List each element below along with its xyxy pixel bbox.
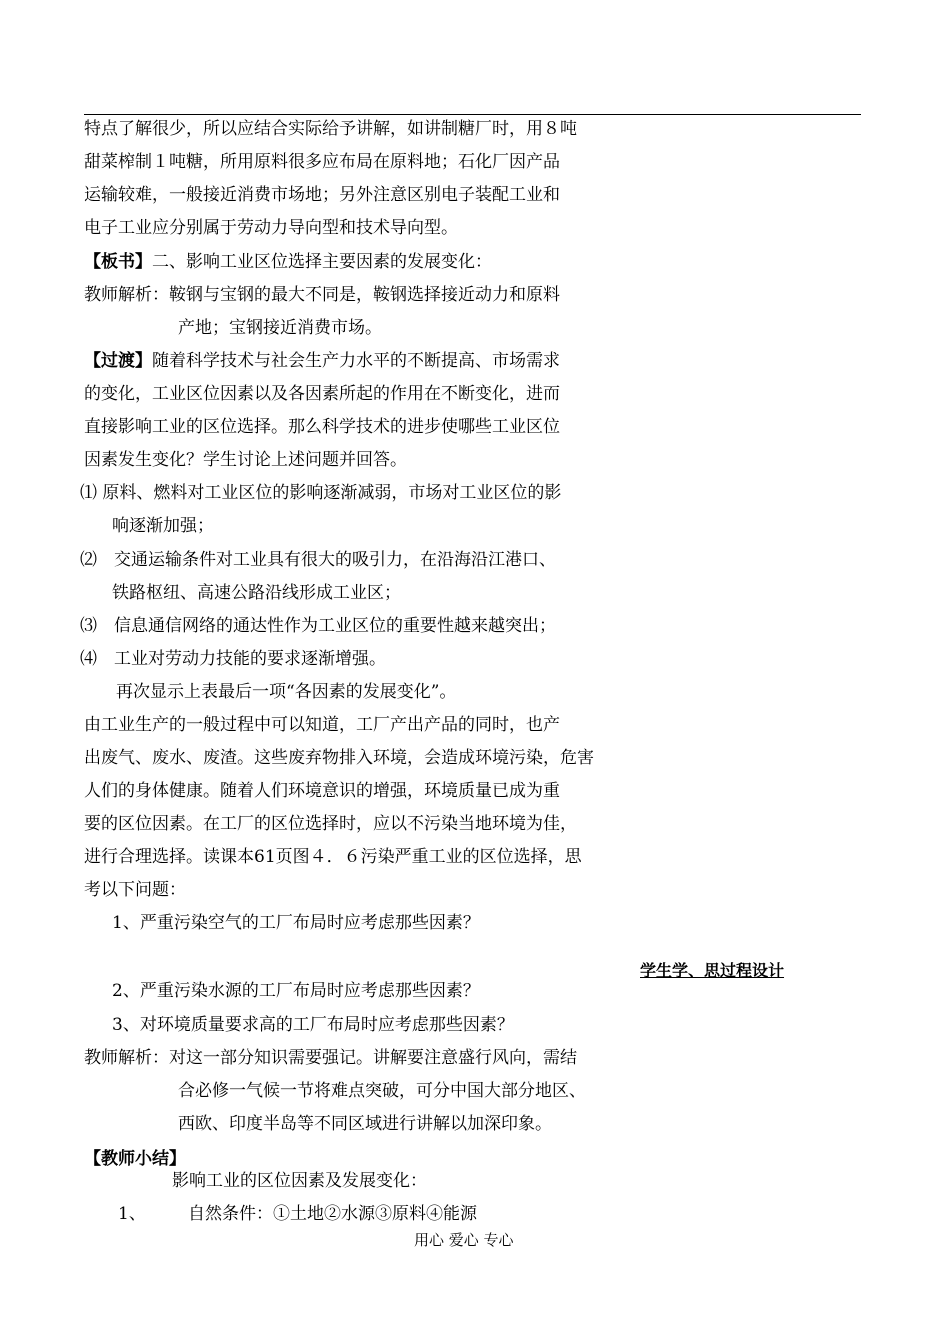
list-item: ⑷ 工业对劳动力技能的要求逐渐增强。 [80, 649, 386, 669]
text-line: 的变化，工业区位因素以及各因素所起的作用在不断变化，进而 [84, 384, 560, 404]
text-line: 产地；宝钢接近消费市场。 [178, 318, 382, 338]
text-line: 合必修一气候一节将难点突破，可分中国大部分地区、 [178, 1081, 586, 1101]
page-footer: 用心 爱心 专心 [414, 1231, 514, 1249]
list-item: ⑴ 原料、燃料对工业区位的影响逐渐减弱，市场对工业区位的影 [80, 483, 562, 503]
text-line: 由工业生产的一般过程中可以知道，工厂产出产品的同时，也产 [84, 715, 560, 735]
text-line: 人们的身体健康。随着人们环境意识的增强，环境质量已成为重 [84, 781, 560, 801]
header-rule [84, 114, 861, 115]
text-line: 直接影响工业的区位选择。那么科学技术的进步使哪些工业区位 [84, 417, 560, 437]
heading-text: 二、影响工业区位选择主要因素的发展变化： [152, 252, 492, 272]
question-item: 1、严重污染空气的工厂布局时应考虑那些因素？ [112, 913, 480, 933]
text-line: 响逐渐加强； [112, 516, 214, 536]
text-line: 出废气、废水、废渣。这些废弃物排入环境，会造成环境污染，危害 [84, 748, 594, 768]
question-item: 3、对环境质量要求高的工厂布局时应考虑那些因素？ [112, 1015, 514, 1035]
text-line: 影响工业的区位因素及发展变化： [172, 1171, 427, 1191]
text-line: 考以下问题： [84, 880, 186, 900]
list-number: 1、 [118, 1204, 146, 1224]
side-note: 学生学、思过程设计 [640, 961, 785, 980]
text-line: 自然条件：①土地②水源③原料④能源 [188, 1204, 477, 1224]
section-tag: 【板书】 [84, 252, 152, 272]
text-line [84, 350, 560, 372]
section-tag: 【过渡】 [84, 351, 152, 371]
text-line: 教师解析：对这一部分知识需要强记。讲解要注意盛行风向，需结 [84, 1048, 577, 1068]
text-line: 运输较难，一般接近消费市场地；另外注意区别电子装配工业和 [84, 185, 560, 205]
text-line: 进行合理选择。读课本61页图４．６污染严重工业的区位选择，思 [84, 847, 582, 867]
text-line: 因素发生变化？学生讨论上述问题并回答。 [84, 450, 407, 470]
text-line: 再次显示上表最后一项“各因素的发展变化”。 [116, 682, 457, 702]
list-item: ⑶ 信息通信网络的通达性作为工业区位的重要性越来越突出； [80, 616, 556, 636]
list-item: ⑵ 交通运输条件对工业具有很大的吸引力，在沿海沿江港口、 [80, 550, 556, 570]
text-line: 教师解析：鞍钢与宝钢的最大不同是，鞍钢选择接近动力和原料 [84, 285, 560, 305]
text-line: 西欧、印度半岛等不同区域进行讲解以加深印象。 [178, 1114, 552, 1134]
question-item: 2、严重污染水源的工厂布局时应考虑那些因素？ [112, 981, 480, 1001]
summary-heading: 【教师小结】 [84, 1149, 186, 1169]
text-line: 要的区位因素。在工厂的区位选择时，应以不污染当地环境为佳， [84, 814, 577, 834]
text-line: 甜菜榨制１吨糖，所用原料很多应布局在原料地；石化厂因产品 [84, 152, 560, 172]
text-line: 电子工业应分别属于劳动力导向型和技术导向型。 [84, 218, 458, 238]
paragraph-text: 随着科学技术与社会生产力水平的不断提高、市场需求 [152, 351, 560, 371]
text-line: 铁路枢纽、高速公路沿线形成工业区； [112, 583, 401, 603]
text-line: 特点了解很少，所以应结合实际给予讲解，如讲制糖厂时，用８吨 [84, 119, 577, 139]
text-line [84, 251, 492, 273]
